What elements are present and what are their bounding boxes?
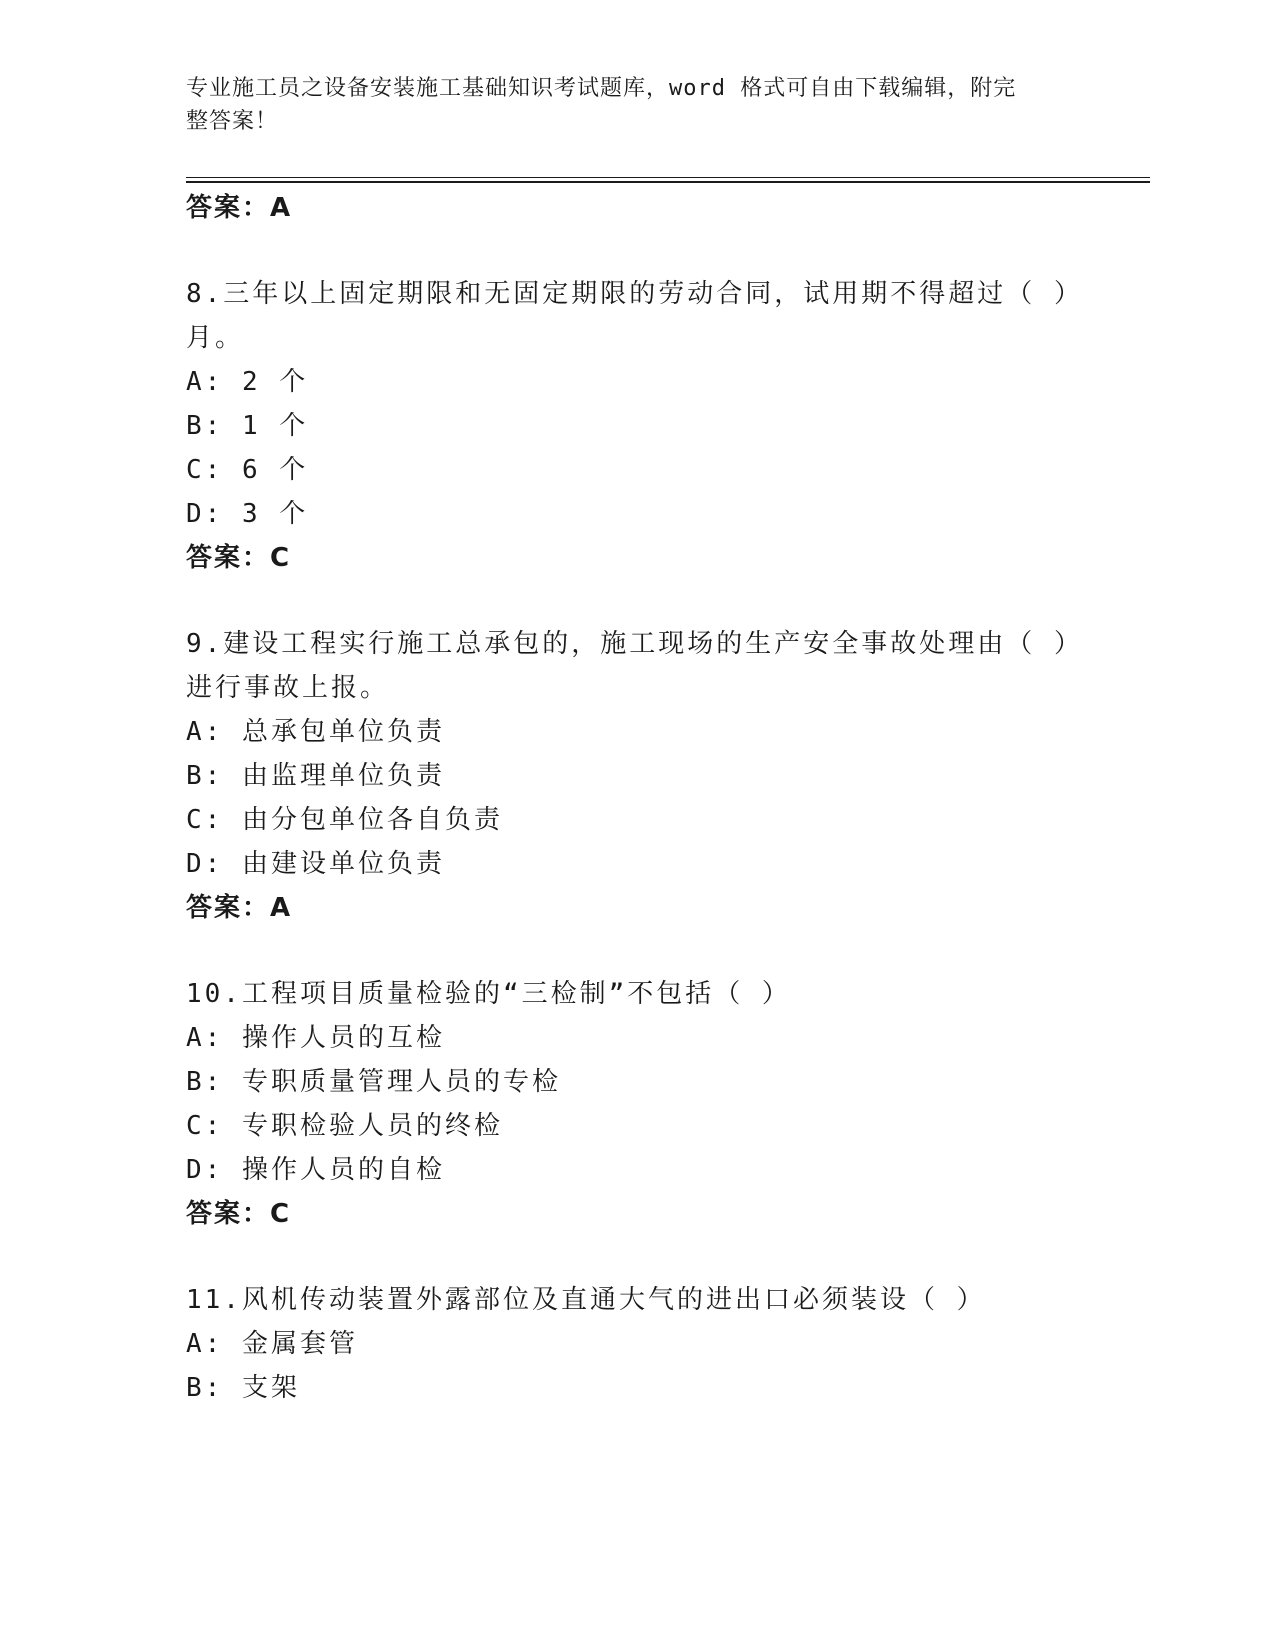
question-11-text: 11.风机传动装置外露部位及直通大气的进出口必须装设（ ）	[186, 1285, 986, 1315]
question-11-option-b: B: 支架	[186, 1373, 300, 1403]
header-line-1: 专业施工员之设备安装施工基础知识考试题库，word 格式可自由下载编辑，附完	[186, 76, 1017, 101]
question-8-option-b: B: 1 个	[186, 411, 309, 441]
header-rule-thin	[186, 177, 1150, 178]
question-9-text-cont: 进行事故上报。	[186, 673, 390, 703]
question-8-option-d: D: 3 个	[186, 499, 309, 529]
question-10-answer: 答案：C	[186, 1199, 292, 1229]
question-11-option-a: A: 金属套管	[186, 1329, 358, 1359]
header-rule-thick	[186, 181, 1150, 183]
question-8-answer: 答案：C	[186, 543, 292, 573]
question-10-option-a: A: 操作人员的互检	[186, 1023, 445, 1053]
answer-previous: 答案：A	[186, 193, 293, 223]
question-10-option-c: C: 专职检验人员的终检	[186, 1111, 503, 1141]
question-10-option-b: B: 专职质量管理人员的专检	[186, 1067, 561, 1097]
header-line-2: 整答案！	[186, 109, 279, 134]
question-8-text-cont: 月。	[186, 323, 245, 353]
question-8-text: 8.三年以上固定期限和无固定期限的劳动合同，试用期不得超过（ ）	[186, 279, 1083, 309]
question-9-text: 9.建设工程实行施工总承包的，施工现场的生产安全事故处理由（ ）	[186, 629, 1083, 659]
question-9-option-d: D: 由建设单位负责	[186, 849, 445, 879]
question-9-option-b: B: 由监理单位负责	[186, 761, 445, 791]
document-header	[186, 72, 1066, 138]
question-9-answer: 答案：A	[186, 893, 293, 923]
question-9-option-c: C: 由分包单位各自负责	[186, 805, 503, 835]
question-8-option-a: A: 2 个	[186, 367, 309, 397]
question-10-text: 10.工程项目质量检验的“三检制”不包括（ ）	[186, 979, 791, 1009]
question-8-option-c: C: 6 个	[186, 455, 309, 485]
question-9-option-a: A: 总承包单位负责	[186, 717, 445, 747]
question-10-option-d: D: 操作人员的自检	[186, 1155, 445, 1185]
